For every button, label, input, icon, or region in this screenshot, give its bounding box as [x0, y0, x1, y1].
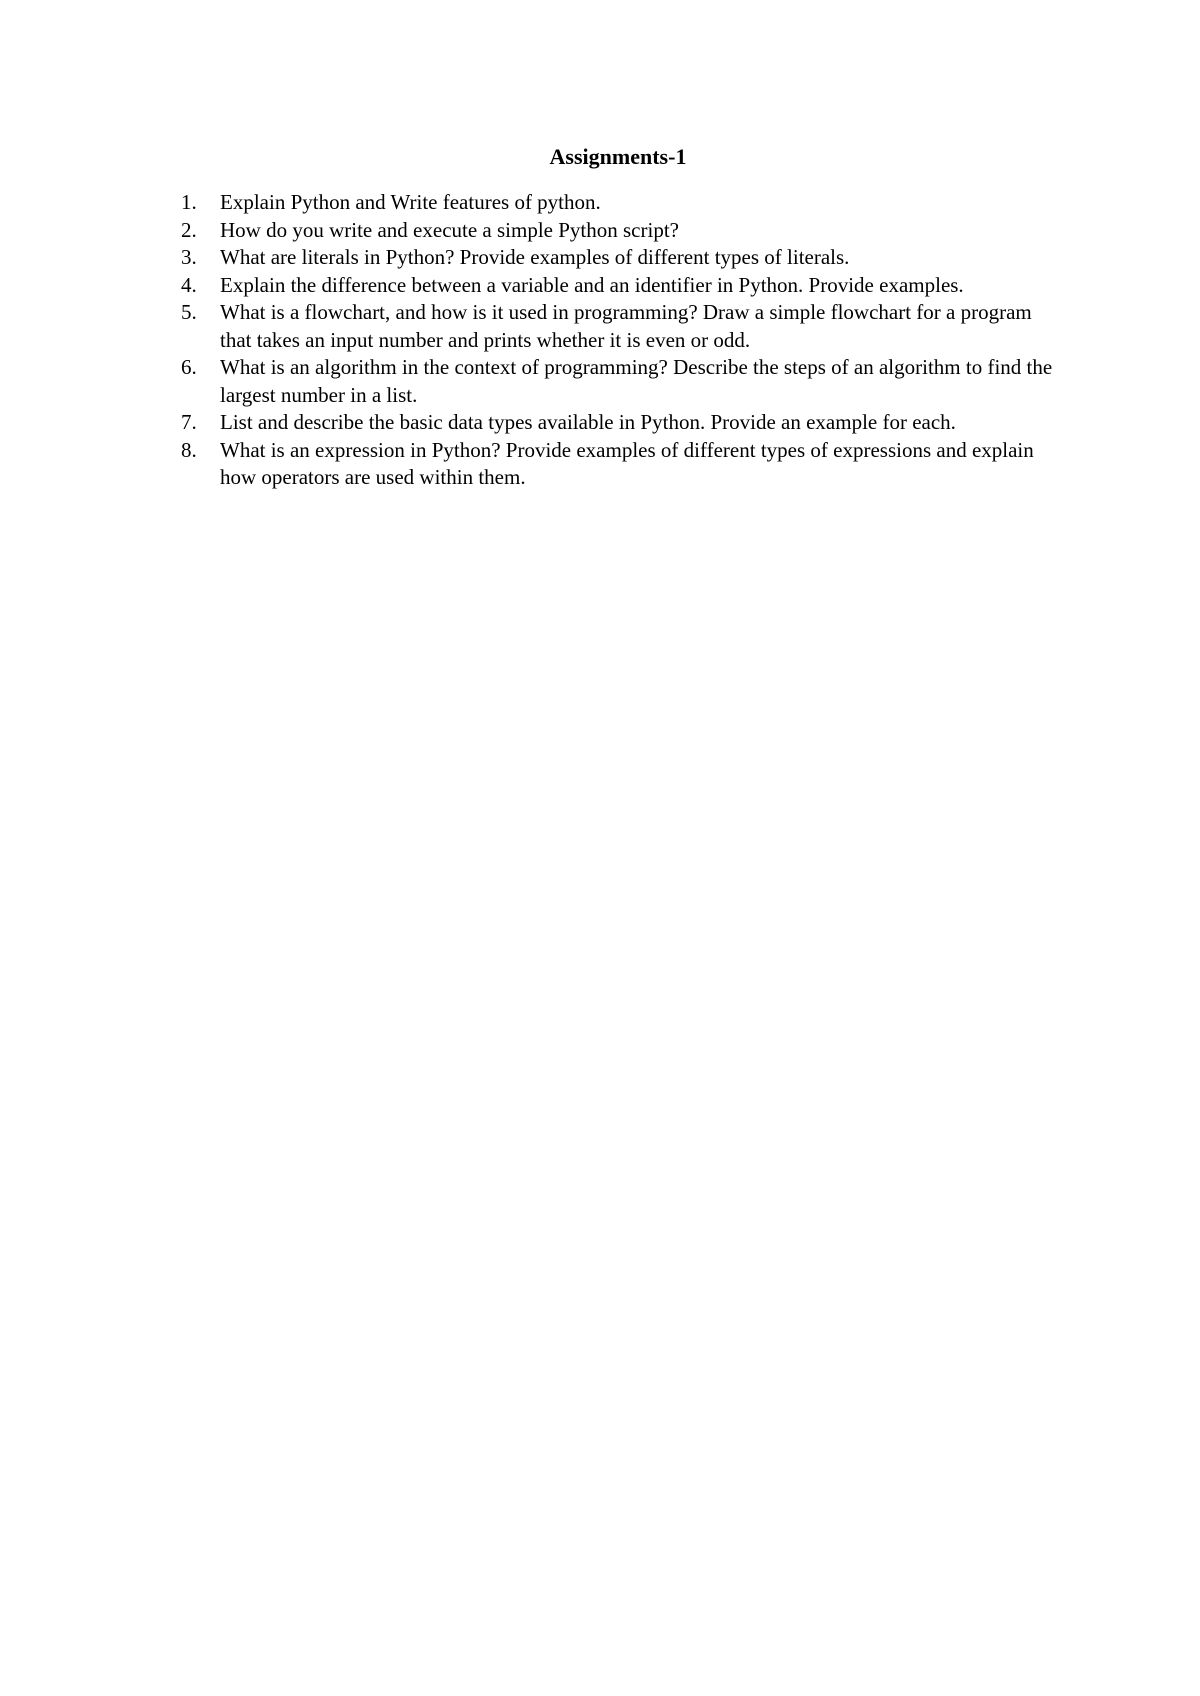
list-item	[181, 299, 1061, 354]
list-item	[181, 189, 1061, 217]
question-text: What are literals in Python? Provide examples of different types of literals.	[220, 245, 850, 269]
assignment-question-list	[181, 189, 1061, 492]
page-title: Assignments-1	[549, 144, 687, 169]
list-item	[181, 217, 1061, 245]
question-number: 8.	[181, 437, 197, 462]
question-number: 3.	[181, 245, 197, 269]
question-text: What is a flowchart, and how is it used in programming? Draw a simple flowchart for a program that takes an input number and prints whether it is even or odd.	[220, 300, 1032, 352]
list-item	[181, 354, 1061, 409]
question-text: What is an algorithm in the context of programming? Describe the steps of an algorithm to find the largest number in a list.	[220, 355, 1053, 407]
question-number: 1.	[181, 190, 197, 214]
list-item	[181, 437, 1061, 492]
question-text: How do you write and execute a simple Python script?	[220, 217, 679, 242]
question-text: List and describe the basic data types available in Python. Provide an example for each.	[220, 410, 956, 434]
list-item	[181, 244, 1061, 272]
list-item	[181, 409, 1061, 437]
list-item	[181, 272, 1061, 300]
question-number: 6.	[181, 355, 197, 379]
question-text: Explain Python and Write features of python.	[220, 190, 601, 214]
question-number: 7.	[181, 410, 197, 434]
question-number: 5.	[181, 300, 197, 324]
question-number: 2.	[181, 217, 197, 242]
question-text: What is an expression in Python? Provide examples of different types of expressions and explain how operators are used within them.	[220, 437, 1034, 489]
question-number: 4.	[181, 272, 197, 297]
question-text: Explain the difference between a variable and an identifier in Python. Provide examples.	[220, 272, 964, 297]
